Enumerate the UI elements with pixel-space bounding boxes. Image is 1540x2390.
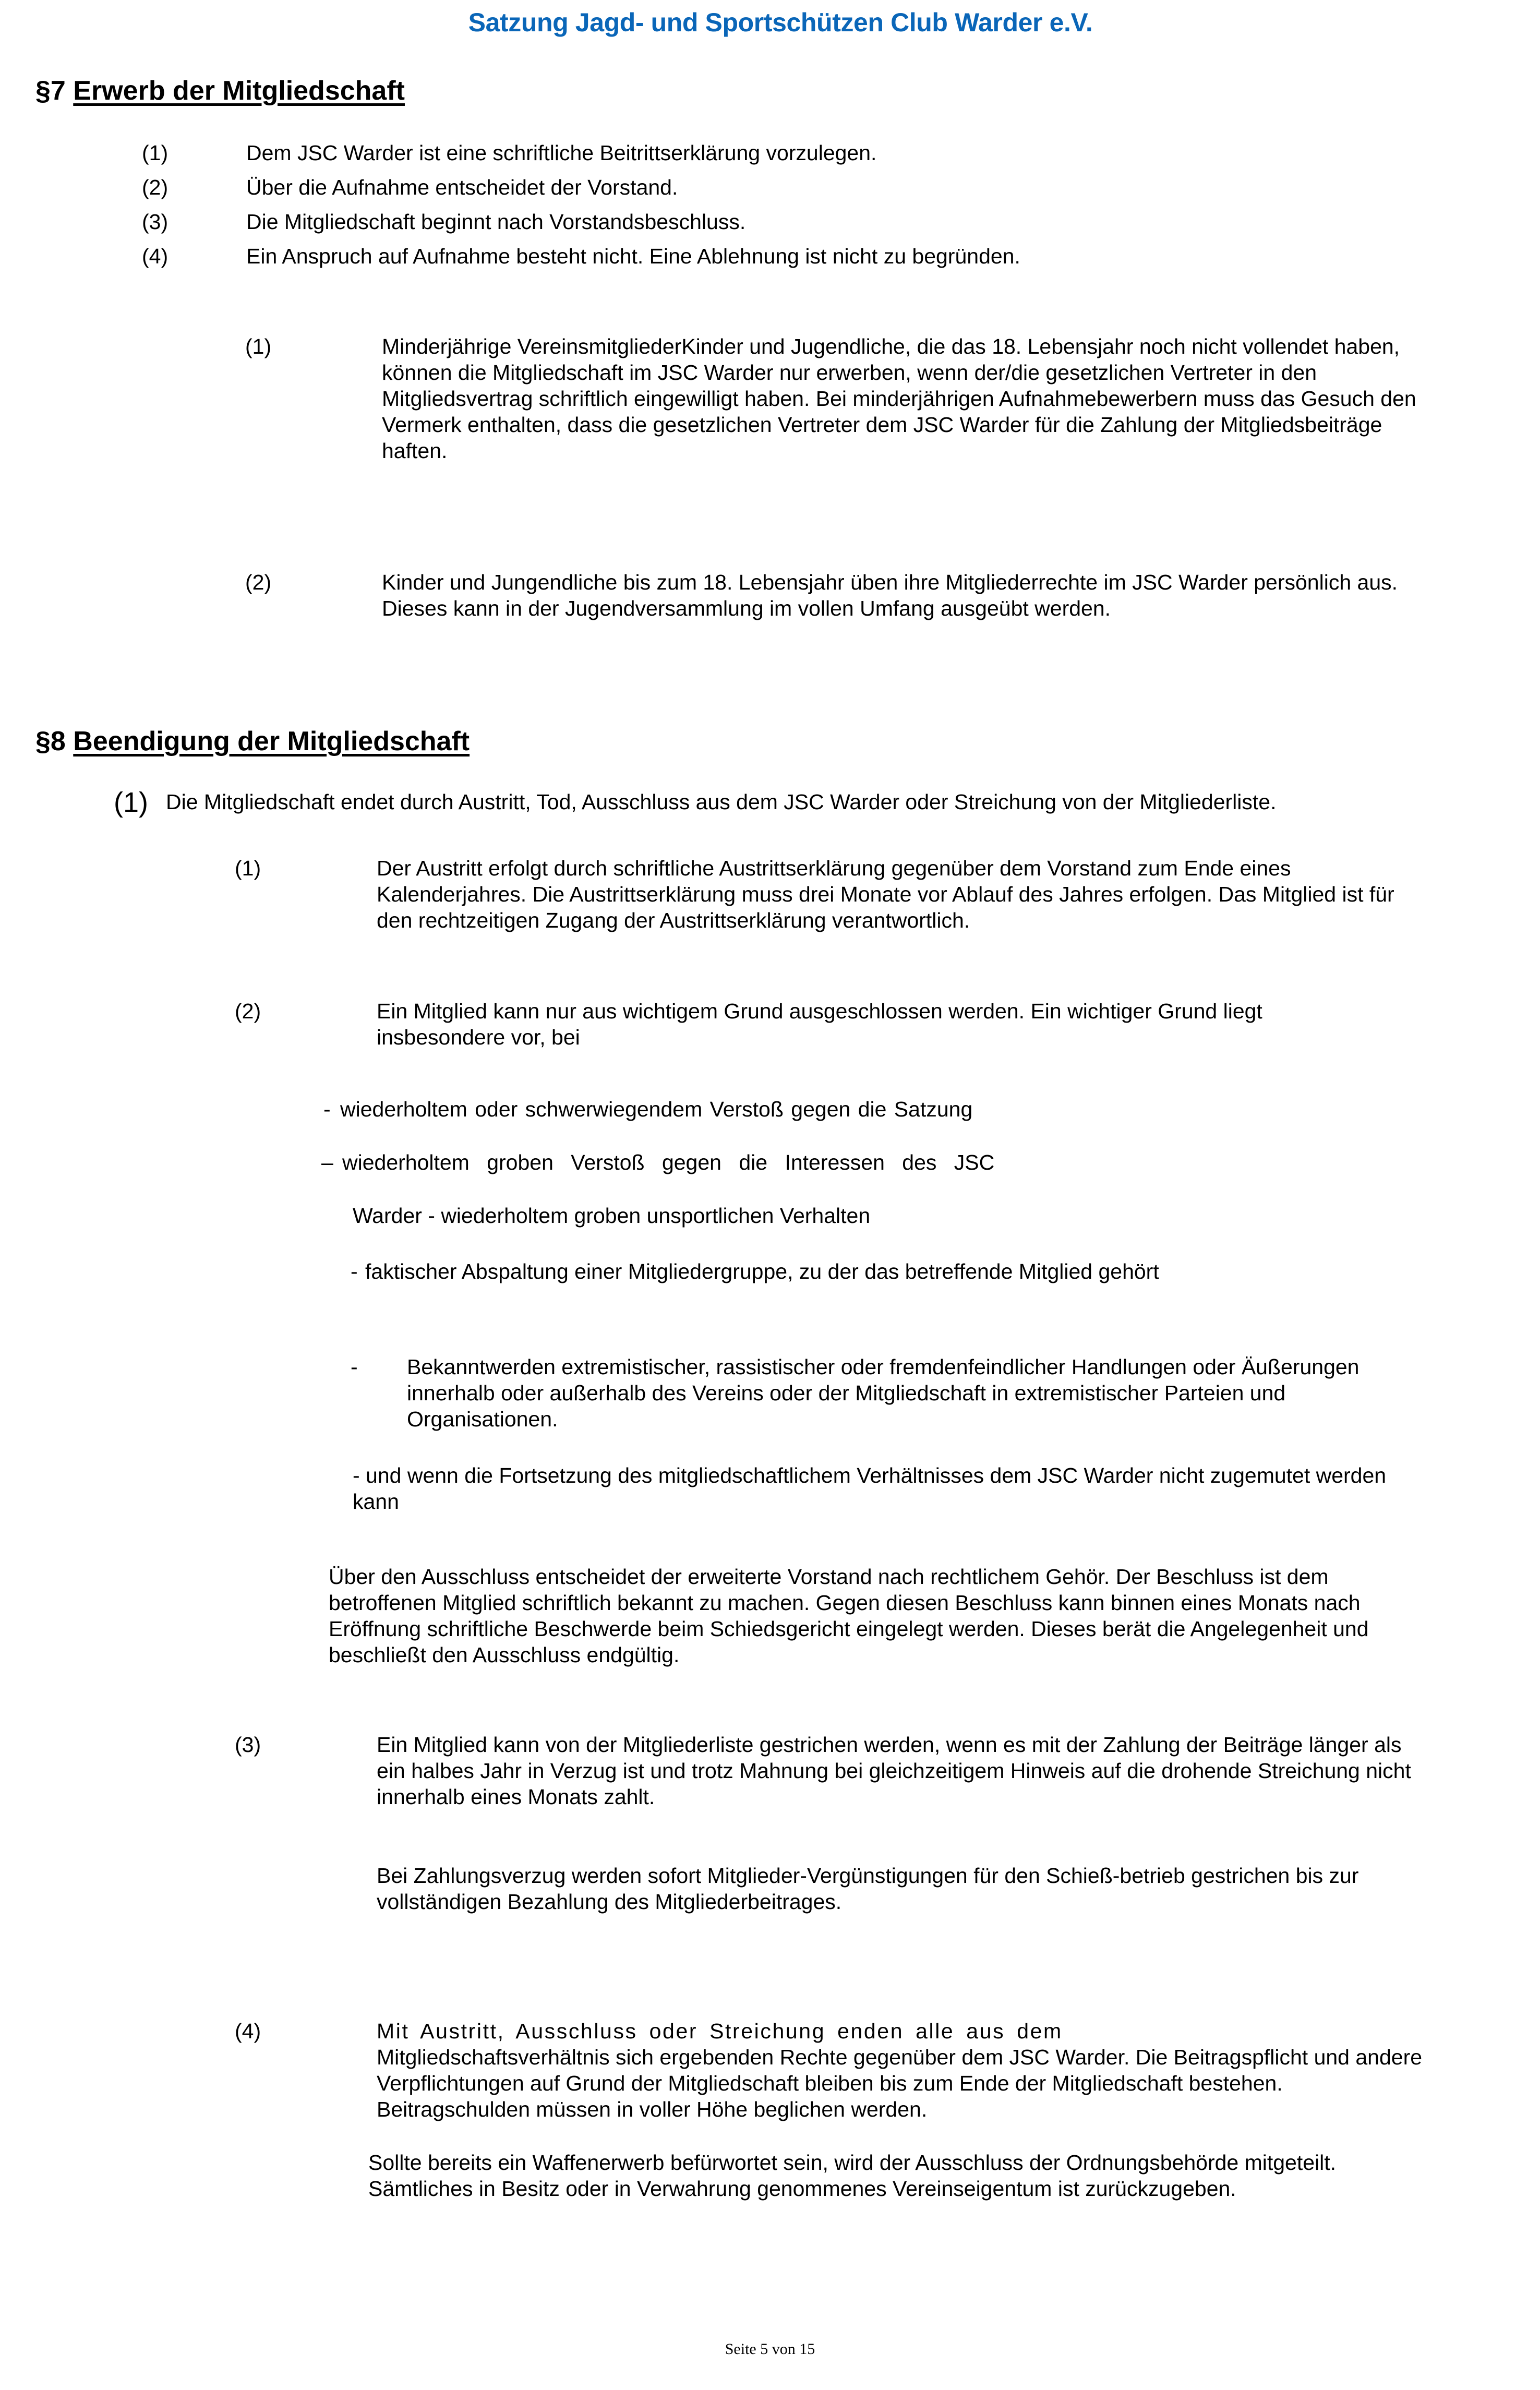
dash-icon: - [351, 1355, 358, 1379]
item-text: Über die Aufnahme entscheidet der Vorstand. [246, 175, 678, 199]
list-item [142, 209, 1477, 235]
sub-list-item [245, 333, 1445, 464]
document-header [0, 9, 1540, 35]
sub-item-marker: (1) [245, 334, 272, 358]
sub-item-text: Ein Mitglied kann von der Mitgliederliste gestrichen werden, wenn es mit der Zahlung der Beiträge länger als ein halbes Jahr in Verzug ist und trotz Mahnung bei gleichzeitigem Hinweis auf die drohende Streichung nicht innerhalb eines Monats zahlt. [377, 1733, 1411, 1809]
section-title-8: Beendigung der Mitgliedschaft [73, 726, 470, 756]
list-item [142, 243, 1477, 269]
dash-icon: – [321, 1150, 333, 1174]
list-item [142, 174, 1477, 200]
sub-item-text-tail: Sollte bereits ein Waffenerwerb befürwortet sein, wird der Ausschluss der Ordnungsbehörde mitgeteilt. Sämtliches in Besitz oder in Verwahrung genommenes Vereinseigentum ist zurückzugeben. [368, 2151, 1337, 2201]
item-marker: (4) [142, 244, 169, 268]
reason-item [321, 1149, 1333, 1175]
item-marker: (3) [142, 210, 169, 234]
reason-tail: - und wenn die Fortsetzung des mitgliedschaftlichem Verhältnisses dem JSC Warder nicht zugemutet werden kann [353, 1463, 1387, 1514]
document-title: Satzung Jagd- und Sportschützen Club Warder e.V. [468, 8, 1093, 37]
reason-text: Bekanntwerden extremistischer, rassistischer oder fremdenfeindlicher Handlungen oder Äußerungen innerhalb oder außerhalb des Vereins oder der Mitgliedschaft in extremistischer Parteien und Organisationen. [407, 1355, 1359, 1431]
item-text: Dem JSC Warder ist eine schriftliche Beitrittserklärung vorzulegen. [246, 141, 877, 165]
lead-item-text: Die Mitgliedschaft endet durch Austritt, Tod, Ausschluss aus dem JSC Warder oder Streichung von der Mitgliederliste. [166, 790, 1277, 814]
list-item [142, 140, 1477, 166]
lead-list-item [114, 789, 1470, 816]
sub-item-text: Minderjährige VereinsmitgliederKinder und Jugendliche, die das 18. Lebensjahr noch nicht vollendet haben, können die Mitgliedschaft im JSC Warder nur erwerben, wenn der/die gesetzlichen Vertreter in den Mitgliedsvertrag schriftlich eingewilligt haben. Bei minderjährigen Aufnahmebewerbern muss das Gesuch den Vermerk enthalten, dass die gesetzlichen Vertreter dem JSC Warder für die Zahlung der Mitgliedsbeiträge haften. [382, 334, 1416, 463]
item-marker: (2) [142, 175, 169, 199]
item-text: Die Mitgliedschaft beginnt nach Vorstandsbeschluss. [246, 210, 746, 234]
item-text: Ein Anspruch auf Aufnahme besteht nicht. Eine Ablehnung ist nicht zu begründen. [246, 244, 1020, 268]
sub-item-text-secondary: Bei Zahlungsverzug werden sofort Mitglieder-Vergünstigungen für den Schieß-betrieb gestrichen bis zur vollständigen Bezahlung des Mitgliederbeitrages. [377, 1864, 1359, 1914]
sub-list-item [235, 1732, 1461, 1810]
sub-item-marker: (4) [235, 2019, 261, 2043]
closing-paragraph: Über den Ausschluss entscheidet der erweiterte Vorstand nach rechtlichem Gehör. Der Beschluss ist dem betroffenen Mitglied schriftlich bekannt zu machen. Gegen diesen Beschluss kann binnen eines Monats nach Eröffnung schriftliche Beschwerde beim Schiedsgericht eingelegt werden. Dieses berät die Angelegenheit und beschließt den Ausschluss endgültig. [329, 1565, 1369, 1667]
reason-item [351, 1258, 1446, 1284]
page-number-label: Seite 5 von 15 [725, 2340, 815, 2358]
sub-item-text: Mitgliedschaftsverhältnis sich ergebenden Rechte gegenüber dem JSC Warder. Die Beitragspflicht und andere Verpflichtungen auf Grund der Mitgliedschaft bleiben bis zum Ende der Mitgliedschaft bestehen. Beitragschulden müssen in voller Höhe beglichen werden. [377, 2045, 1423, 2121]
sub-item-marker: (3) [235, 1733, 261, 1757]
sub-list-item [235, 855, 1461, 933]
section-heading-8 [35, 728, 470, 755]
sub-item-marker: (1) [235, 856, 261, 880]
sub-item-marker: (2) [245, 570, 272, 594]
section-number-8: §8 [35, 726, 66, 756]
sub-item-marker: (2) [235, 999, 261, 1023]
section-title-7: Erwerb der Mitgliedschaft [73, 76, 405, 106]
reason-item [351, 1354, 1457, 1432]
reason-text: wiederholtem groben Verstoß gegen die Interessen des JSC [342, 1150, 995, 1174]
reason-text: wiederholtem oder schwerwiegendem Verstoß gegen die Satzung [340, 1097, 973, 1121]
sub-item-text: Kinder und Jungendliche bis zum 18. Lebensjahr üben ihre Mitgliederrechte im JSC Warder persönlich aus. Dieses kann in der Jugendversammlung im vollen Umfang ausgeübt werden. [382, 570, 1398, 620]
sub-item-text: Ein Mitglied kann nur aus wichtigem Grund ausgeschlossen werden. Ein wichtiger Grund liegt insbesondere vor, bei [377, 999, 1262, 1049]
item-marker: (1) [142, 141, 169, 165]
lead-item-marker: (1) [114, 787, 148, 818]
sub-item-text: Der Austritt erfolgt durch schriftliche Austrittserklärung gegenüber dem Vorstand zum Ende eines Kalenderjahres. Die Austrittserklärung muss drei Monate vor Ablauf des Jahres erfolgen. Das Mitglied ist für den rechtzeitigen Zugang der Austrittserklärung verantwortlich. [377, 856, 1394, 932]
sub-list-item [235, 2018, 1461, 2122]
page-footer [0, 2340, 1540, 2359]
sub-list-item [245, 569, 1445, 621]
reason-item [323, 1096, 1210, 1122]
sub-item-first-line: Mit Austritt, Ausschluss oder Streichung enden alle aus dem [377, 2019, 1063, 2043]
dash-icon: - [351, 1259, 358, 1283]
dash-icon: - [323, 1097, 331, 1121]
section-number-7: §7 [35, 76, 66, 106]
section-heading-7 [35, 77, 405, 104]
sub-list-item [235, 998, 1461, 1050]
reason-text: faktischer Abspaltung einer Mitgliedergruppe, zu der das betreffende Mitglied gehört [365, 1259, 1159, 1283]
reason-continuation: Warder - wiederholtem groben unsportlichen Verhalten [353, 1204, 871, 1228]
